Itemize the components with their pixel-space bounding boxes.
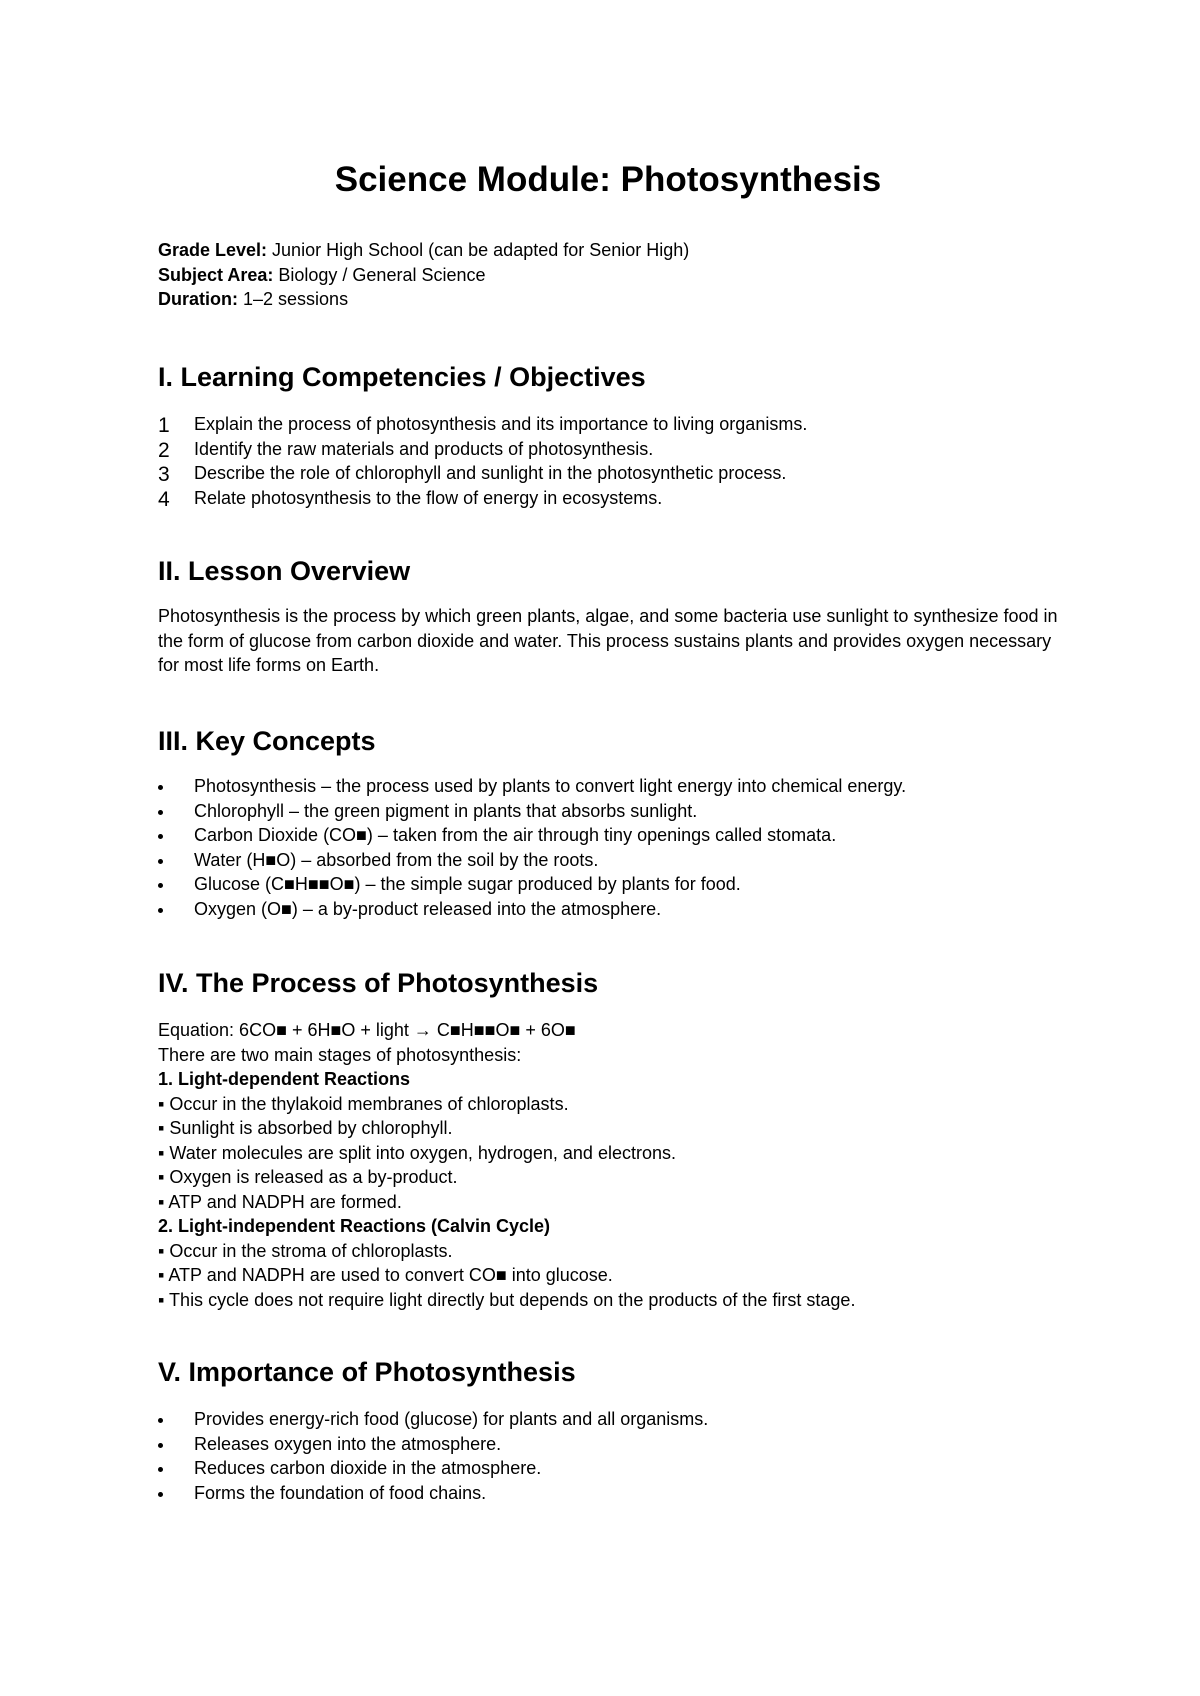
list-item: Releases oxygen into the atmosphere. [158,1432,708,1457]
key-concepts-list [158,774,906,921]
list-item [158,486,807,511]
stage-1-item: ▪ Sunlight is absorbed by chlorophyll. [158,1118,453,1138]
item-number: 2 [158,438,170,462]
stage-1-item: ▪ ATP and NADPH are formed. [158,1191,402,1212]
grade-level-row [158,238,689,263]
list-item [158,437,807,462]
duration-row [158,287,689,312]
grade-level-value: Junior High School (can be adapted for Senior High) [267,240,690,260]
list-item: Oxygen (O■) – a by-product released into the atmosphere. [158,897,906,922]
stage-2-item: ▪ Occur in the stroma of chloroplasts. [158,1240,453,1261]
objectives-list [158,412,807,510]
item-text: Explain the process of photosynthesis and its importance to living organisms. [194,414,808,434]
module-info [158,238,689,312]
duration-label: Duration: [158,289,238,309]
importance-heading: V. Importance of Photosynthesis [158,1357,576,1387]
page-title: Science Module: Photosynthesis [334,160,882,199]
list-item: Reduces carbon dioxide in the atmosphere. [158,1456,708,1481]
stage-1-title: 1. Light-dependent Reactions [158,1069,411,1089]
list-item: Provides energy-rich food (glucose) for plants and all organisms. [158,1407,708,1432]
list-item: Chlorophyll – the green pigment in plants that absorbs sunlight. [158,799,906,824]
item-number: 3 [158,463,170,486]
stage-2-title: 2. Light-independent Reactions (Calvin Cycle) [158,1216,551,1236]
stage-1-item: ▪ Oxygen is released as a by-product. [158,1167,458,1187]
list-item: Glucose (C■H■■O■) – the simple sugar produced by plants for food. [158,872,906,897]
duration-value: 1–2 sessions [238,289,349,309]
equation: Equation: 6CO■ + 6H■O + light → C■H■■O■ + 6O■ [158,1020,576,1040]
item-text: Describe the role of chlorophyll and sunlight in the photosynthetic process. [194,463,787,483]
item-number: 4 [158,487,170,511]
subject-area-row [158,263,689,288]
stage-2-item: ▪ ATP and NADPH are used to convert CO■ into glucose. [158,1265,613,1285]
item-number: 1 [158,414,170,437]
list-item: Water (H■O) – absorbed from the soil by the roots. [158,848,906,873]
process-heading: IV. The Process of Photosynthesis [158,968,599,998]
list-item [158,461,807,486]
stage-1-item: ▪ Occur in the thylakoid membranes of chloroplasts. [158,1093,569,1114]
overview-paragraph: Photosynthesis is the process by which green plants, algae, and some bacteria use sunlight to synthesize food in the form of glucose from carbon dioxide and water. This process sustains plants and provides oxygen necessary for most life forms on Earth. [158,606,1058,675]
list-item: Forms the foundation of food chains. [158,1481,708,1506]
stage-1-item: ▪ Water molecules are split into oxygen, hydrogen, and electrons. [158,1142,676,1163]
overview-heading: II. Lesson Overview [158,556,411,586]
list-item: Photosynthesis – the process used by plants to convert light energy into chemical energy. [158,774,906,799]
list-item: Carbon Dioxide (CO■) – taken from the air through tiny openings called stomata. [158,823,906,848]
process-body [158,1018,855,1312]
item-text: Relate photosynthesis to the flow of energy in ecosystems. [194,487,663,508]
stage-2-item: ▪ This cycle does not require light directly but depends on the products of the first stage. [158,1289,856,1310]
subject-area-value: Biology / General Science [273,264,486,285]
stages-intro: There are two main stages of photosynthesis: [158,1044,522,1065]
key-concepts-heading: III. Key Concepts [158,726,376,756]
grade-level-label: Grade Level: [158,240,268,260]
objectives-heading: I. Learning Competencies / Objectives [158,362,646,392]
item-text: Identify the raw materials and products of photosynthesis. [194,438,654,459]
subject-area-label: Subject Area: [158,264,274,285]
list-item [158,412,807,437]
importance-list [158,1407,708,1505]
